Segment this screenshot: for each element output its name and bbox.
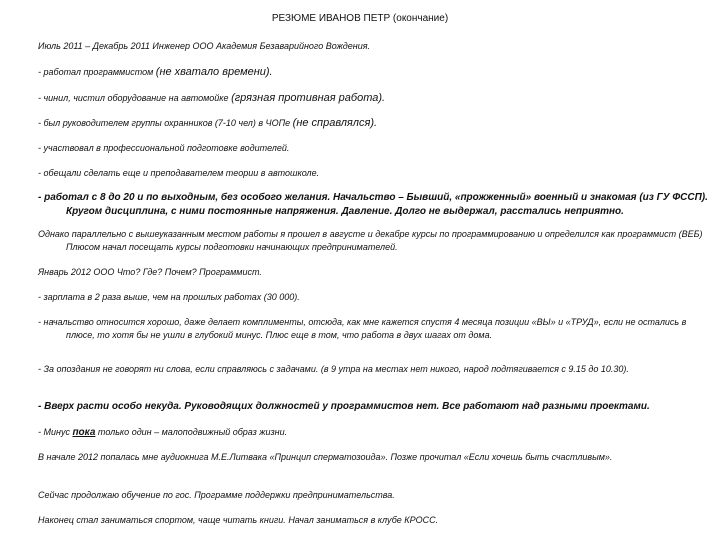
page-title: РЕЗЮМЕ ИВАНОВ ПЕТР (окончание)	[271, 13, 449, 24]
paragraph-text: только один – малоподвижный образ жизни.	[95, 427, 288, 437]
paragraph-working-hours: - работал с 8 до 20 и по выходным, без особого желания. Начальство – Бывший, «прожженный» военный и знакомая (из ГУ ФССП). Кругом дисциплина, с ними постоянные напряжения. Давление. Долго не выдержал, расстались неприятно.	[38, 192, 708, 217]
paragraph-text: - работал программистом	[38, 67, 156, 77]
paragraph-text: - чинил, чистил оборудование на автомойке	[38, 93, 232, 103]
paragraph-study: Сейчас продолжаю обучение по гос. Программе поддержки предпринимательства.	[38, 490, 395, 500]
paragraph-security	[38, 117, 678, 130]
paragraph-emphasis: (не хватало времени).	[155, 66, 273, 78]
paragraph-sport: Наконец стал заниматься спортом, чаще читать книги. Начал заниматься в клубе КРОСС.	[38, 515, 439, 525]
paragraph-emphasis: (не справлялся).	[292, 117, 378, 129]
paragraph-new-job: Январь 2012 ООО Что? Где? Почем? Программист.	[38, 267, 262, 277]
paragraph-management: - начальство относится хорошо, даже делает комплименты, отсюда, как мне кажется спустя 4 месяца позиции «ВЫ» и «ТРУД», если не остались в плюсе, то хотя бы не ушли в глубокий минус. Плюс еще в том, что работа в двух шагах от дома.	[38, 317, 687, 340]
underlined-word: пока	[72, 427, 96, 438]
paragraph-courses: Однако параллельно с вышеуказанным местом работы я прошел в августе и декабре курсы по программированию и определился как программист (ВЕБ) Плюсом начал посещать курсы подготовки начинающих предпринимателей.	[38, 229, 703, 252]
paragraph-salary: - зарплата в 2 раза выше, чем на прошлых работах (30 000).	[38, 292, 300, 302]
paragraph-carwash	[38, 92, 678, 105]
paragraph-programmer	[38, 66, 678, 79]
paragraph-lateness: - За опоздания не говорят ни слова, если справляюсь с задачами. (в 9 утра на местах нет никого, народ подтягивается с 9.15 до 10.30).	[38, 364, 629, 374]
paragraph-training: - участвовал в профессиональной подготовке водителей.	[38, 143, 290, 153]
paragraph-audiobook: В начале 2012 попалась мне аудиокнига М.Е.Литвака «Принцип сперматозоида». Позже прочитал «Если хочешь быть счастливым».	[38, 452, 613, 462]
paragraph-text: - был руководителем группы охранников (7-10 чел) в ЧОПе	[38, 118, 293, 128]
paragraph-text: - Минус	[38, 427, 73, 437]
paragraph-minus	[38, 426, 678, 439]
paragraph-emphasis: (грязная противная работа).	[231, 92, 386, 104]
paragraph-career: - Вверх расти особо некуда. Руководящих должностей у программистов нет. Все работают над разными проектами.	[38, 401, 650, 412]
paragraph-job-period: Июль 2011 – Декабрь 2011 Инженер ООО Академия Безаварийного Вождения.	[38, 41, 371, 51]
paragraph-teacher: - обещали сделать еще и преподавателем теории в автошколе.	[38, 168, 320, 178]
